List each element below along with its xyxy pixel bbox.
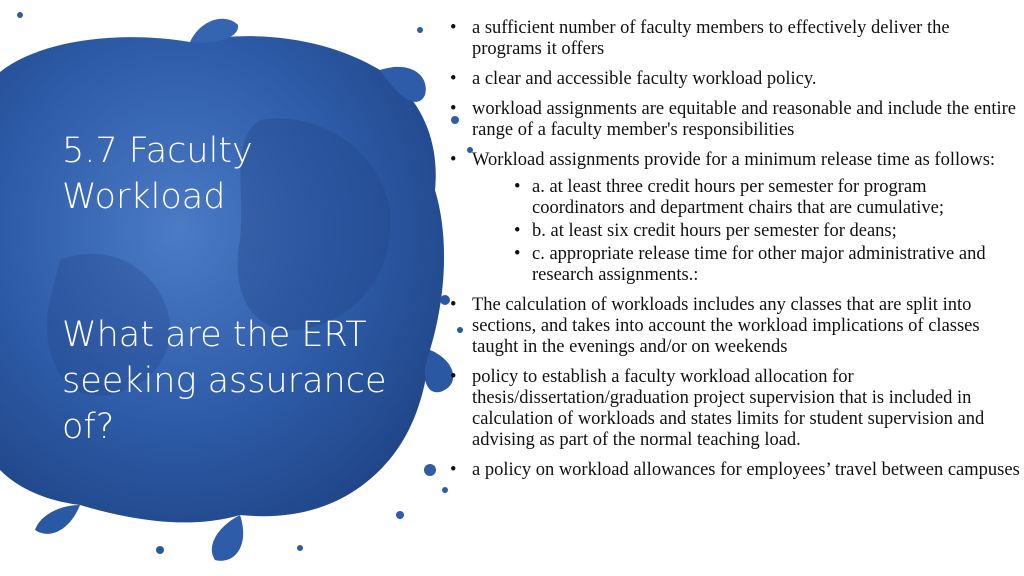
bullet-list (450, 18, 1020, 481)
bullet-item-release-time (450, 150, 1020, 286)
bullet-item: • a sufficient number of faculty members to effectively deliver the programs it offers (450, 18, 1020, 60)
bullet-item: • a policy on workload allowances for employees’ travel between campuses (450, 460, 1020, 481)
bullet-item: • policy to establish a faculty workload allocation for thesis/dissertation/graduation project supervision that is included in calculation of workloads and states limits for student supervision and advising as part of the normal teaching load. (450, 367, 1020, 451)
sub-bullet-list (472, 177, 1020, 286)
bullet-item: • The calculation of workloads includes any classes that are split into sections, and takes into account the workload implications of classes taught in the evenings and/or on weekends (450, 295, 1020, 358)
left-panel (62, 128, 392, 447)
bullet-item: • workload assignments are equitable and reasonable and include the entire range of a faculty member's responsibilities (450, 99, 1020, 141)
sub-bullet-item: • b. at least six credit hours per semester for deans; (472, 221, 1020, 242)
sub-bullet-item: • c. appropriate release time for other major administrative and research assignments.: (472, 244, 1020, 286)
slide-title: 5.7 Faculty Workload (62, 131, 253, 217)
bullet-content (450, 18, 1020, 490)
slide-question: What are the ERT seeking assurance of? (62, 315, 387, 447)
bullet-item: • a clear and accessible faculty workload policy. (450, 69, 1020, 90)
bullet-item-text: Workload assignments provide for a minimum release time as follows: (472, 150, 996, 170)
sub-bullet-item: • a. at least three credit hours per semester for program coordinators and department chairs that are cumulative; (472, 177, 1020, 219)
